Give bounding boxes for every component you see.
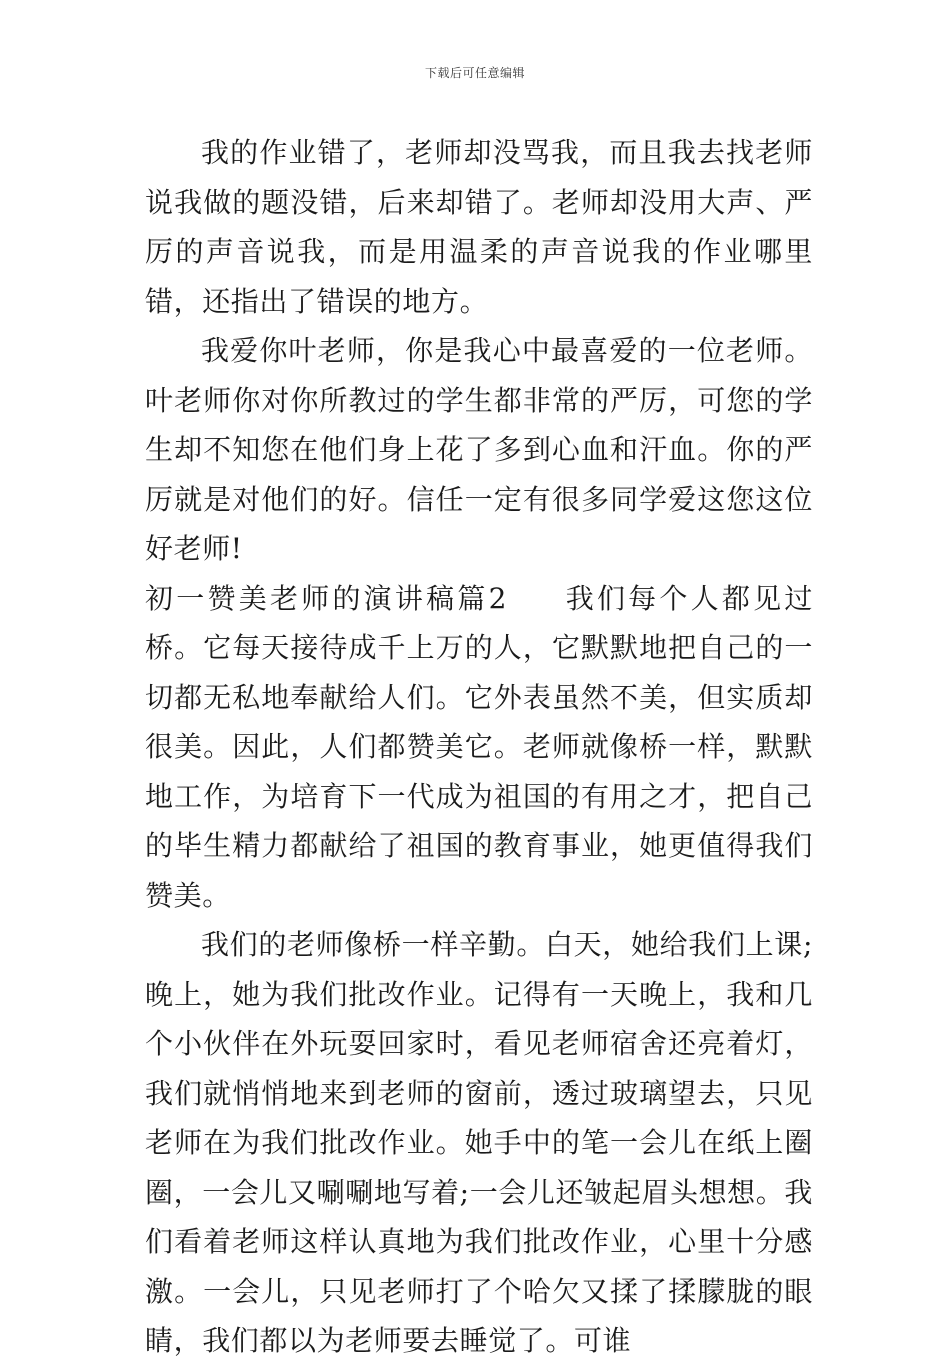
paragraph-4: 我们的老师像桥一样辛勤。白天，她给我们上课;晚上，她为我们批改作业。记得有一天晚上，我和几个小伙伴在外玩耍回家时，看见老师宿舍还亮着灯，我们就悄悄地来到老师的窗前，透过玻璃望去，只见老师在为我们批改作业。她手中的笔一会儿在纸上圈圈，一会儿又唰唰地写着;一会儿还皱起眉头想想。我们看着老师这样认真地为我们批改作业，心里十分感激。一会儿，只见老师打了个哈欠又揉了揉朦胧的眼睛，我们都以为老师要去睡觉了。可谁 [145, 928, 813, 1357]
paragraph-3 [145, 574, 813, 921]
document-body [145, 128, 813, 1366]
page-header: 下载后可任意编辑 [424, 66, 525, 80]
paragraph-1: 我的作业错了，老师却没骂我，而且我去找老师说我做的题没错，后来却错了。老师却没用大声、严厉的声音说我，而是用温柔的声音说我的作业哪里错，还指出了错误的地方。 [145, 136, 813, 318]
section-title: 初一赞美老师的演讲稿篇2 [145, 581, 508, 615]
paragraph-2: 我爱你叶老师，你是我心中最喜爱的一位老师。叶老师你对你所教过的学生都非常的严厉，可您的学生却不知您在他们身上花了多到心血和汗血。你的严厉就是对他们的好。信任一定有很多同学爱这您这位好老师! [145, 334, 813, 565]
paragraph-3-body: 我们每个人都见过桥。它每天接待成千上万的人，它默默地把自己的一切都无私地奉献给人们。它外表虽然不美，但实质却很美。因此，人们都赞美它。老师就像桥一样，默默地工作，为培育下一代成为祖国的有用之才，把自己的毕生精力都献给了祖国的教育事业，她更值得我们赞美。 [145, 581, 813, 912]
